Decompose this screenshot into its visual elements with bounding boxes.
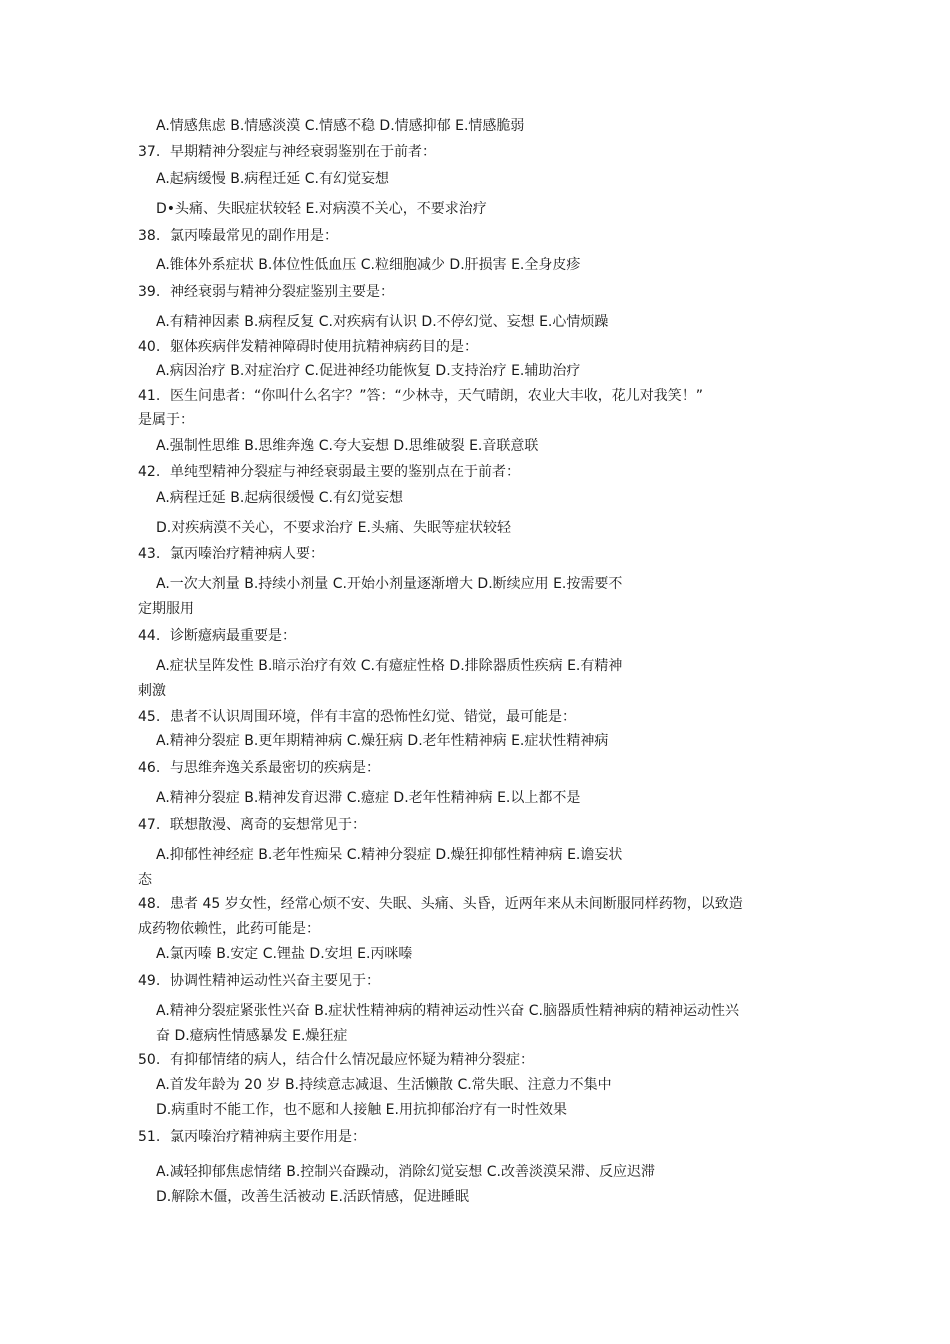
option-line: A.情感焦虑 B.情感淡漠 C.情感不稳 D.情感抑郁 E.情感脆弱 (156, 118, 525, 134)
question-number: 47. (138, 817, 161, 833)
question-line (138, 338, 478, 356)
option-line: A.抑郁性神经症 B.老年性痴呆 C.精神分裂症 D.燥狂抑郁性精神病 E.谵妄状 (156, 847, 623, 863)
question-number: 49. (138, 973, 161, 989)
option-line: A.精神分裂症 B.更年期精神病 C.燥狂病 D.老年性精神病 E.症状性精神病 (156, 733, 609, 749)
question-number: 50. (138, 1052, 161, 1068)
question-number: 38. (138, 228, 161, 244)
question-line (138, 463, 520, 481)
question-line (138, 759, 380, 777)
question-line (138, 545, 324, 563)
option-line: A.起病缓慢 B.病程迁延 C.有幻觉妄想 (156, 171, 389, 187)
question-line (138, 1051, 534, 1069)
option-line: D.对疾病漠不关心，不要求治疗 E.头痛、失眠等症状较轻 (156, 520, 511, 536)
question-line (138, 972, 380, 990)
question-line (138, 816, 366, 834)
question-number: 45. (138, 709, 161, 725)
question-line (138, 1128, 366, 1146)
option-line: A.锥体外系症状 B.体位性低血压 C.粒细胞减少 D.肝损害 E.全身皮疹 (156, 257, 581, 273)
question-line (138, 708, 576, 726)
question-number: 40. (138, 339, 161, 355)
option-line: A.精神分裂症 B.精神发育迟滞 C.癔症 D.老年性精神病 E.以上都不是 (156, 790, 581, 806)
question-line (138, 895, 743, 913)
question-number: 48. (138, 896, 161, 912)
question-text: 早期精神分裂症与神经衰弱鉴别在于前者： (170, 144, 436, 160)
option-line: D•头痛、失眠症状较轻 E.对病漠不关心，不要求治疗 (156, 201, 487, 217)
option-line: D.解除木僵，改善生活被动 E.活跃情感，促进睡眠 (156, 1189, 469, 1205)
question-line (138, 283, 394, 301)
option-line: A.有精神因素 B.病程反复 C.对疾病有认识 D.不停幻觉、妄想 E.心情烦躁 (156, 314, 609, 330)
question-line (138, 387, 703, 405)
question-line (138, 227, 338, 245)
question-number: 39. (138, 284, 161, 300)
question-line (138, 143, 436, 161)
question-text: 医生问患者：“你叫什么名字？”答：“少林寺，天气晴朗，农业大丰收，花儿对我笑！” (170, 388, 704, 404)
option-line: A.氯丙嗪 B.安定 C.锂盐 D.安坦 E.丙咪嗪 (156, 946, 413, 962)
continuation-line: 刺激 (138, 683, 166, 699)
question-text: 躯体疾病伴发精神障碍时使用抗精神病药目的是： (170, 339, 478, 355)
question-number: 51. (138, 1129, 161, 1145)
question-text: 与思维奔逸关系最密切的疾病是： (170, 760, 380, 776)
question-number: 42. (138, 464, 161, 480)
question-text: 诊断癔病最重要是： (170, 628, 296, 644)
question-number: 44. (138, 628, 161, 644)
question-number: 43. (138, 546, 161, 562)
option-line: A.病程迁延 B.起病很缓慢 C.有幻觉妄想 (156, 490, 403, 506)
question-text: 联想散漫、离奇的妄想常见于： (170, 817, 366, 833)
question-line (138, 627, 296, 645)
question-number: 37. (138, 144, 161, 160)
option-line: A.强制性思维 B.思维奔逸 C.夸大妄想 D.思维破裂 E.音联意联 (156, 438, 539, 454)
continuation-line: 成药物依赖性，此药可能是： (138, 921, 320, 937)
option-line: 奋 D.癔病性情感暴发 E.燥狂症 (156, 1028, 348, 1044)
option-line: A.症状呈阵发性 B.暗示治疗有效 C.有癔症性格 D.排除器质性疾病 E.有精神 (156, 658, 623, 674)
option-line: A.首发年龄为 20 岁 B.持续意志减退、生活懒散 C.常失眠、注意力不集中 (156, 1077, 612, 1093)
question-text: 有抑郁情绪的病人，结合什么情况最应怀疑为精神分裂症： (170, 1052, 534, 1068)
question-text: 协调性精神运动性兴奋主要见于： (170, 973, 380, 989)
option-line: A.病因治疗 B.对症治疗 C.促进神经功能恢复 D.支持治疗 E.辅助治疗 (156, 363, 581, 379)
question-text: 神经衰弱与精神分裂症鉴别主要是： (170, 284, 394, 300)
continuation-line: 态 (138, 872, 152, 888)
option-line: A.一次大剂量 B.持续小剂量 C.开始小剂量逐渐增大 D.断续应用 E.按需要不 (156, 576, 623, 592)
question-number: 46. (138, 760, 161, 776)
option-line: D.病重时不能工作，也不愿和人接触 E.用抗抑郁治疗有一时性效果 (156, 1102, 567, 1118)
continuation-line: 定期服用 (138, 601, 194, 617)
question-text: 氯丙嗪治疗精神病主要作用是： (170, 1129, 366, 1145)
question-text: 患者 45 岁女性，经常心烦不安、失眠、头痛、头昏，近两年来从未间断服同样药物，以致造 (170, 896, 743, 912)
continuation-line: 是属于： (138, 412, 194, 428)
question-text: 氯丙嗪最常见的副作用是： (170, 228, 338, 244)
question-text: 患者不认识周围环境，伴有丰富的恐怖性幻觉、错觉，最可能是： (170, 709, 576, 725)
question-text: 氯丙嗪治疗精神病人要： (170, 546, 324, 562)
question-number: 41. (138, 388, 161, 404)
option-line: A.减轻抑郁焦虑情绪 B.控制兴奋躁动，消除幻觉妄想 C.改善淡漠呆滞、反应迟滞 (156, 1164, 655, 1180)
question-text: 单纯型精神分裂症与神经衰弱最主要的鉴别点在于前者： (170, 464, 520, 480)
option-line: A.精神分裂症紧张性兴奋 B.症状性精神病的精神运动性兴奋 C.脑器质性精神病的精神运动性兴 (156, 1003, 739, 1019)
